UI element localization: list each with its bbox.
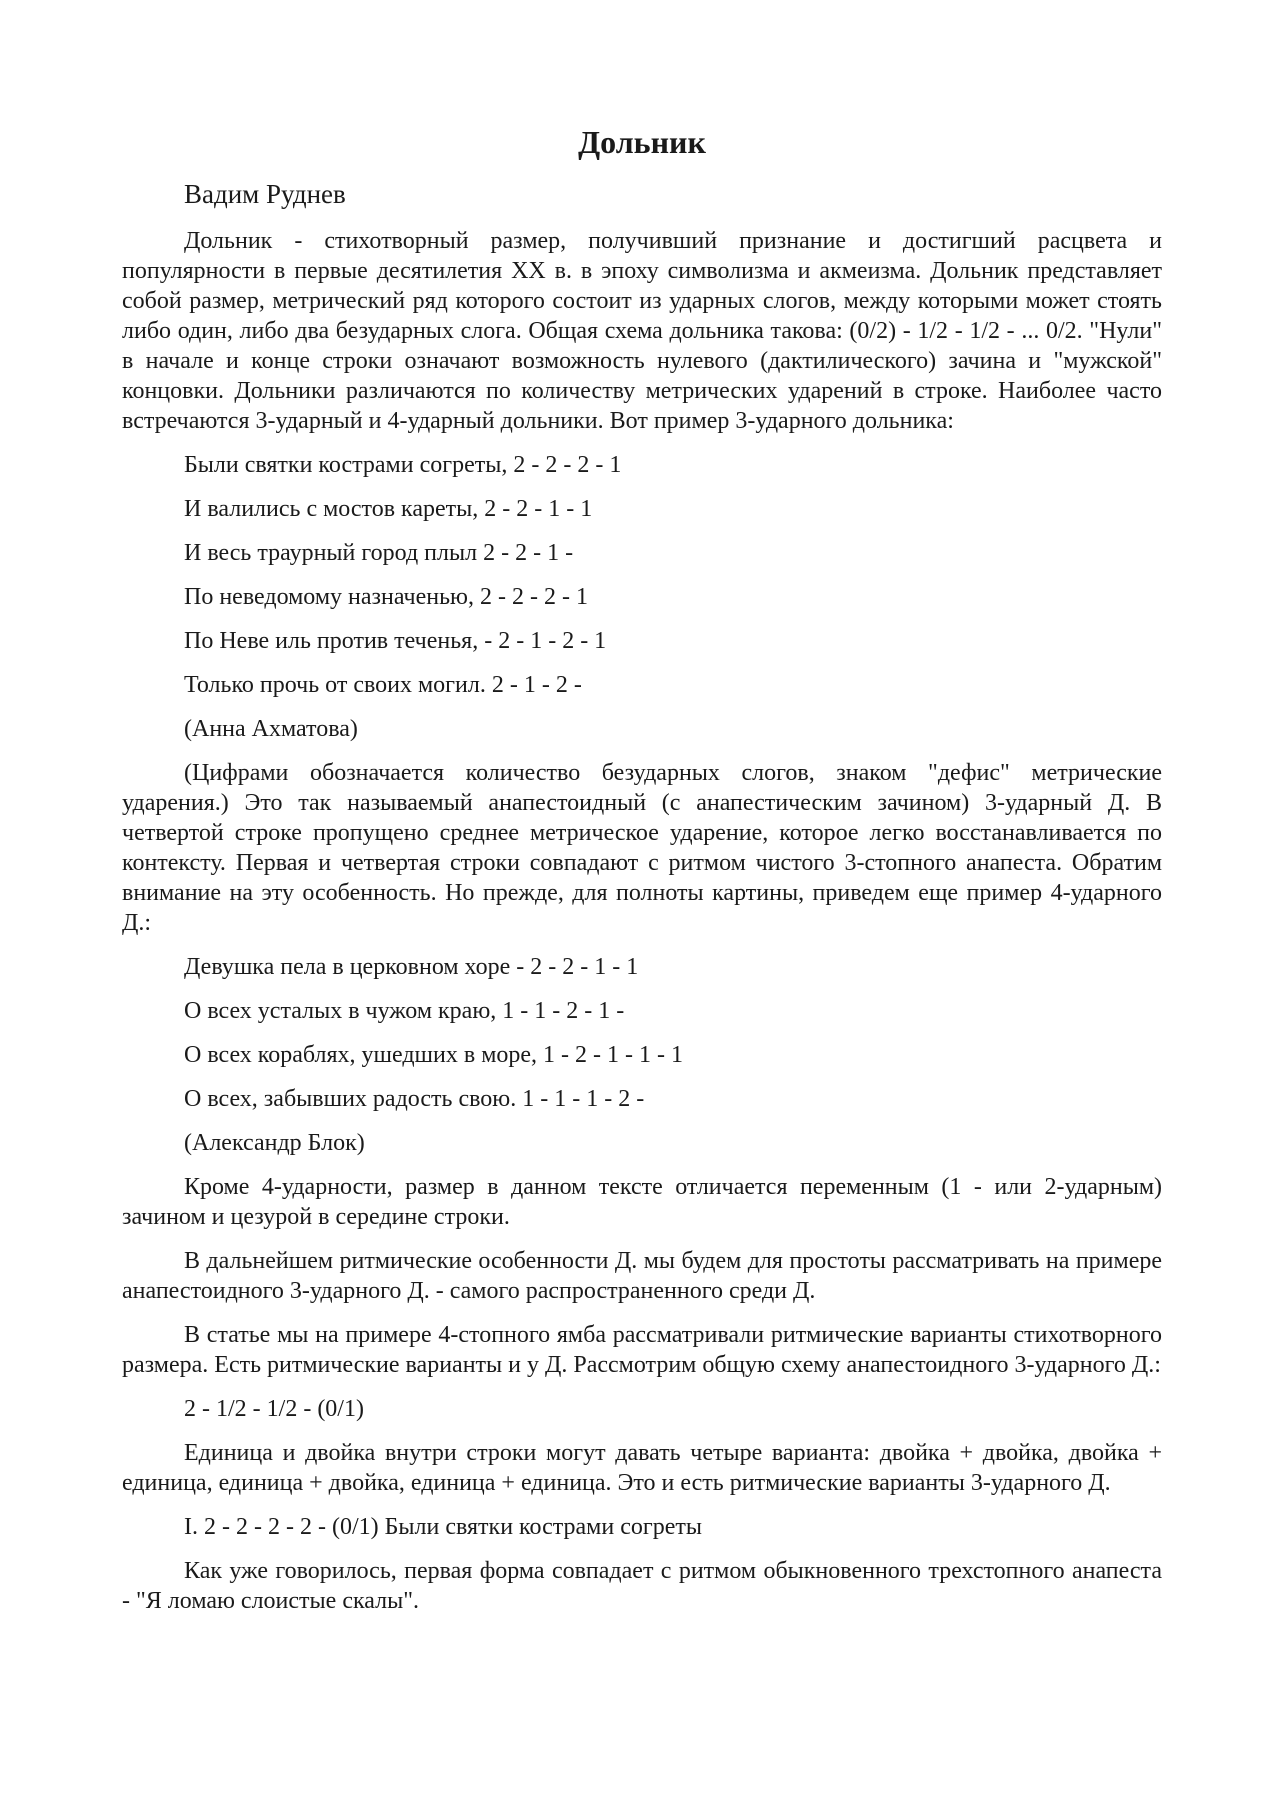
poem-attribution: (Анна Ахматова) (184, 716, 358, 742)
verse-line: По Неве иль против теченья, - 2 - 1 - 2 - 1 (184, 628, 607, 654)
document-author: Вадим Руднев (184, 179, 346, 209)
paragraph-4: В дальнейшем ритмические особенности Д. мы будем для простоты рассматривать на примере анапестоидного 3-ударного Д. - самого распространенного среди Д. (122, 1248, 1162, 1304)
verse-line: И весь траурный город плыл 2 - 2 - 1 - (184, 540, 574, 566)
paragraph-7: Как уже говорилось, первая форма совпадает с ритмом обыкновенного трехстопного анапеста - "Я ломаю слоистые скалы". (122, 1558, 1162, 1614)
verse-line: И валились с мостов кареты, 2 - 2 - 1 - 1 (184, 496, 593, 522)
metrical-scheme: 2 - 1/2 - 1/2 - (0/1) (184, 1396, 364, 1422)
paragraph-2: (Цифрами обозначается количество безударных слогов, знаком "дефис" метрические ударения.) Это так называемый анапестоидный (с анапестическим зачином) 3-ударный Д. В четвертой строке пропущено среднее метрическое ударение, которое легко восстанавливается по контексту. Первая и четвертая строки совпадают с ритмом чистого 3-стопного анапеста. Обратим внимание на эту особенность. Но прежде, для полноты картины, приведем еще пример 4-ударного Д.: (122, 760, 1162, 936)
poem-blok (122, 952, 1162, 1158)
poem-akhmatova (122, 450, 1162, 744)
document-page (122, 118, 1162, 1630)
verse-line: О всех, забывших радость свою. 1 - 1 - 1 - 2 - (184, 1086, 645, 1112)
verse-line: О всех усталых в чужом краю, 1 - 1 - 2 - 1 - (184, 998, 625, 1024)
verse-line: По неведомому назначенью, 2 - 2 - 2 - 1 (184, 584, 588, 610)
paragraph-intro: Дольник - стихотворный размер, получивший признание и достигший расцвета и популярности в первые десятилетия XX в. в эпоху символизма и акмеизма. Дольник представляет собой размер, метрический ряд которого состоит из ударных слогов, между которыми может стоять либо один, либо два безударных слога. Общая схема дольника такова: (0/2) - 1/2 - 1/2 - ... 0/2. "Нули" в начале и конце строки означают возможность нулевого (дактилического) зачина и "мужской" концовки. Дольники различаются по количеству метрических ударений в строке. Наиболее часто встречаются 3-ударный и 4-ударный дольники. Вот пример 3-ударного дольника: (122, 228, 1162, 434)
verse-line: О всех кораблях, ушедших в море, 1 - 2 - 1 - 1 - 1 (184, 1042, 684, 1068)
verse-line: Только прочь от своих могил. 2 - 1 - 2 - (184, 672, 582, 698)
document-title: Дольник (578, 124, 706, 160)
verse-line: Девушка пела в церковном хоре - 2 - 2 - 1 - 1 (184, 954, 639, 980)
rhythmic-form-1: I. 2 - 2 - 2 - 2 - (0/1) Были святки кострами согреты (184, 1514, 702, 1540)
paragraph-6: Единица и двойка внутри строки могут давать четыре варианта: двойка + двойка, двойка + единица, единица + двойка, единица + единица. Это и есть ритмические варианты 3-ударного Д. (122, 1440, 1162, 1496)
poem-attribution: (Александр Блок) (184, 1130, 365, 1156)
paragraph-5: В статье мы на примере 4-стопного ямба рассматривали ритмические варианты стихотворного размера. Есть ритмические варианты и у Д. Рассмотрим общую схему анапестоидного 3-ударного Д.: (122, 1322, 1162, 1378)
verse-line: Были святки кострами согреты, 2 - 2 - 2 - 1 (184, 452, 622, 478)
paragraph-3: Кроме 4-ударности, размер в данном тексте отличается переменным (1 - или 2-ударным) зачином и цезурой в середине строки. (122, 1174, 1162, 1230)
